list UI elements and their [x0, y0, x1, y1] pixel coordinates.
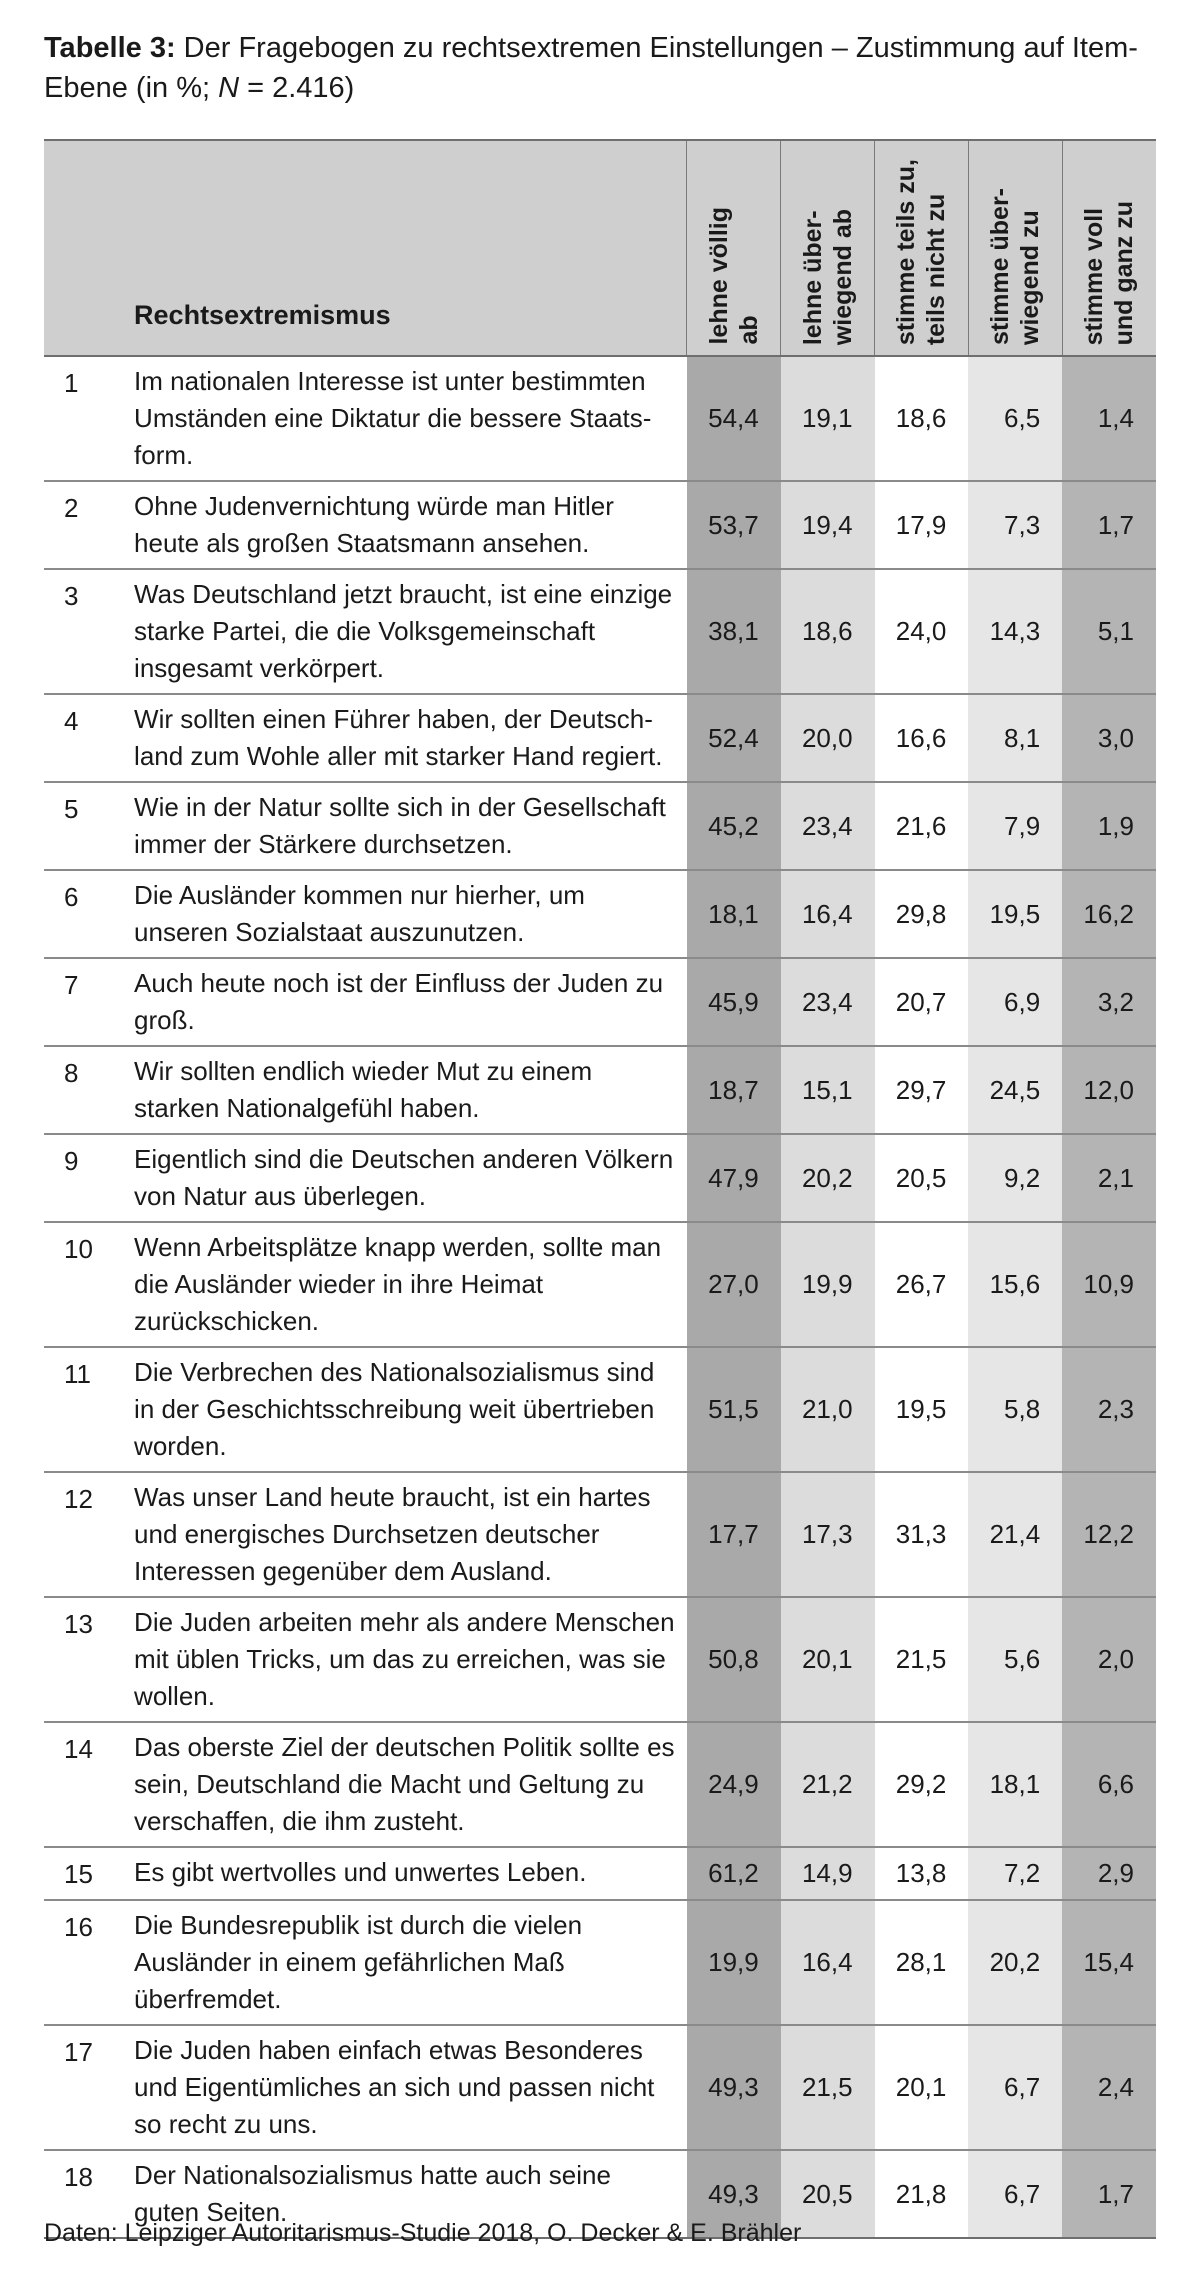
value-cell: 18,7: [687, 1046, 781, 1134]
item-number: 10: [44, 1222, 134, 1347]
table-row: [44, 694, 1156, 782]
item-statement: Die Verbrechen des Nationalsozialismus sind in der Geschichtsschreibung weit übertrieben worden.: [134, 1347, 687, 1472]
value-cell: 24,0: [875, 569, 969, 694]
value-cell: 18,1: [968, 1722, 1062, 1847]
value-cell: 29,2: [875, 1722, 969, 1847]
value-cell: 13,8: [875, 1847, 969, 1900]
value-cell: 20,5: [875, 1134, 969, 1222]
value-cell: 15,6: [968, 1222, 1062, 1347]
item-number: 12: [44, 1472, 134, 1597]
value-cell: 20,0: [781, 694, 875, 782]
item-number: 4: [44, 694, 134, 782]
table-row: [44, 1046, 1156, 1134]
value-cell: 8,1: [968, 694, 1062, 782]
item-statement: Das oberste Ziel der deutschen Politik sollte es sein, Deutschland die Macht und Geltung zu verschaffen, die ihm zusteht.: [134, 1722, 687, 1847]
value-cell: 20,1: [875, 2025, 969, 2150]
item-statement: Es gibt wertvolles und unwertes Leben.: [134, 1847, 687, 1900]
item-statement: Die Juden arbeiten mehr als andere Menschen mit üblen Tricks, um das zu erreichen, was sie wollen.: [134, 1597, 687, 1722]
value-cell: 20,2: [781, 1134, 875, 1222]
value-cell: 29,8: [875, 870, 969, 958]
column-header: [968, 140, 1062, 356]
value-cell: 24,9: [687, 1722, 781, 1847]
value-cell: 17,9: [875, 481, 969, 569]
value-cell: 1,7: [1062, 2150, 1156, 2238]
table-header-row: [44, 140, 1156, 356]
value-cell: 45,2: [687, 782, 781, 870]
value-cell: 15,4: [1062, 1900, 1156, 2025]
column-header-label: stimme teils zu, teils nicht zu: [892, 158, 951, 345]
table-row: [44, 1347, 1156, 1472]
item-statement: Wir sollten endlich wieder Mut zu einem starken Nationalgefühl haben.: [134, 1046, 687, 1134]
value-cell: 27,0: [687, 1222, 781, 1347]
item-statement: Die Ausländer kommen nur hierher, um unseren Sozialstaat auszunutzen.: [134, 870, 687, 958]
value-cell: 45,9: [687, 958, 781, 1046]
value-cell: 18,1: [687, 870, 781, 958]
value-cell: 7,3: [968, 481, 1062, 569]
value-cell: 31,3: [875, 1472, 969, 1597]
value-cell: 6,5: [968, 356, 1062, 481]
table-row: [44, 569, 1156, 694]
column-header: [687, 140, 781, 356]
item-number: 3: [44, 569, 134, 694]
value-cell: 24,5: [968, 1046, 1062, 1134]
item-number: 5: [44, 782, 134, 870]
value-cell: 2,3: [1062, 1347, 1156, 1472]
column-header-label: stimme über- wiegend zu: [986, 188, 1045, 345]
value-cell: 49,3: [687, 2150, 781, 2238]
value-cell: 3,2: [1062, 958, 1156, 1046]
value-cell: 12,0: [1062, 1046, 1156, 1134]
caption-n-symbol: N: [218, 72, 240, 104]
value-cell: 16,6: [875, 694, 969, 782]
table-row: [44, 2025, 1156, 2150]
value-cell: 50,8: [687, 1597, 781, 1722]
item-number: 15: [44, 1847, 134, 1900]
table-row: [44, 1847, 1156, 1900]
value-cell: 14,9: [781, 1847, 875, 1900]
value-cell: 20,2: [968, 1900, 1062, 2025]
value-cell: 21,6: [875, 782, 969, 870]
table-row: [44, 1900, 1156, 2025]
source-note: Daten: Leipziger Autoritarismus-Studie 2018, O. Decker & E. Brähler: [44, 2219, 802, 2247]
value-cell: 51,5: [687, 1347, 781, 1472]
caption-text: Der Fragebogen zu rechtsextremen Einstellungen – Zustimmung auf Item-Ebene (in %;: [44, 32, 1138, 104]
value-cell: 15,1: [781, 1046, 875, 1134]
column-header: [875, 140, 969, 356]
value-cell: 1,7: [1062, 481, 1156, 569]
item-number: 13: [44, 1597, 134, 1722]
table-row: [44, 870, 1156, 958]
value-cell: 2,4: [1062, 2025, 1156, 2150]
item-number: 17: [44, 2025, 134, 2150]
row-header-label: Rechtsextremismus: [134, 140, 687, 356]
item-statement: Was unser Land heute braucht, ist ein hartes und energisches Durchsetzen deutscher Interessen gegenüber dem Ausland.: [134, 1472, 687, 1597]
value-cell: 23,4: [781, 782, 875, 870]
value-cell: 21,5: [875, 1597, 969, 1722]
value-cell: 21,8: [875, 2150, 969, 2238]
item-number: 7: [44, 958, 134, 1046]
value-cell: 21,5: [781, 2025, 875, 2150]
value-cell: 19,9: [781, 1222, 875, 1347]
value-cell: 53,7: [687, 481, 781, 569]
value-cell: 16,2: [1062, 870, 1156, 958]
value-cell: 16,4: [781, 1900, 875, 2025]
item-statement: Wenn Arbeitsplätze knapp werden, sollte man die Ausländer wieder in ihre Heimat zurückschicken.: [134, 1222, 687, 1347]
value-cell: 7,2: [968, 1847, 1062, 1900]
value-cell: 5,1: [1062, 569, 1156, 694]
value-cell: 18,6: [875, 356, 969, 481]
item-statement: Was Deutschland jetzt braucht, ist eine einzige starke Partei, die die Volksgemeinschaft insgesamt verkörpert.: [134, 569, 687, 694]
value-cell: 49,3: [687, 2025, 781, 2150]
table-row: [44, 356, 1156, 481]
value-cell: 7,9: [968, 782, 1062, 870]
value-cell: 5,6: [968, 1597, 1062, 1722]
value-cell: 29,7: [875, 1046, 969, 1134]
value-cell: 19,1: [781, 356, 875, 481]
table-row: [44, 1722, 1156, 1847]
value-cell: 9,2: [968, 1134, 1062, 1222]
caption-label: Tabelle 3:: [44, 32, 176, 64]
value-cell: 21,0: [781, 1347, 875, 1472]
column-header-label: lehne über- wiegend ab: [798, 208, 857, 345]
value-cell: 17,7: [687, 1472, 781, 1597]
value-cell: 19,5: [968, 870, 1062, 958]
value-cell: 17,3: [781, 1472, 875, 1597]
item-statement: Auch heute noch ist der Einfluss der Juden zu groß.: [134, 958, 687, 1046]
value-cell: 21,2: [781, 1722, 875, 1847]
column-header-label: lehne völlig ab: [704, 207, 763, 345]
value-cell: 6,9: [968, 958, 1062, 1046]
value-cell: 6,7: [968, 2150, 1062, 2238]
value-cell: 1,4: [1062, 356, 1156, 481]
value-cell: 6,6: [1062, 1722, 1156, 1847]
survey-table: [44, 139, 1156, 2239]
table-row: [44, 1472, 1156, 1597]
table-row: [44, 481, 1156, 569]
item-number: 1: [44, 356, 134, 481]
column-header: [1062, 140, 1156, 356]
value-cell: 2,9: [1062, 1847, 1156, 1900]
item-number: 2: [44, 481, 134, 569]
item-number: 18: [44, 2150, 134, 2238]
item-statement: Ohne Judenvernichtung würde man Hitler heute als großen Staatsmann ansehen.: [134, 481, 687, 569]
item-number: 9: [44, 1134, 134, 1222]
value-cell: 19,4: [781, 481, 875, 569]
value-cell: 20,1: [781, 1597, 875, 1722]
value-cell: 19,9: [687, 1900, 781, 2025]
item-number: 8: [44, 1046, 134, 1134]
item-number: 14: [44, 1722, 134, 1847]
value-cell: 38,1: [687, 569, 781, 694]
value-cell: 21,4: [968, 1472, 1062, 1597]
value-cell: 1,9: [1062, 782, 1156, 870]
table-row: [44, 782, 1156, 870]
value-cell: 10,9: [1062, 1222, 1156, 1347]
value-cell: 3,0: [1062, 694, 1156, 782]
table-row: [44, 1222, 1156, 1347]
table-row: [44, 958, 1156, 1046]
value-cell: 26,7: [875, 1222, 969, 1347]
column-header: [781, 140, 875, 356]
item-statement: Die Juden haben einfach etwas Besonderes und Eigentümliches an sich und passen nicht so recht zu uns.: [134, 2025, 687, 2150]
value-cell: 28,1: [875, 1900, 969, 2025]
value-cell: 14,3: [968, 569, 1062, 694]
value-cell: 6,7: [968, 2025, 1062, 2150]
item-statement: Der Nationalsozialismus hatte auch seine guten Seiten.: [134, 2150, 687, 2238]
value-cell: 23,4: [781, 958, 875, 1046]
table-row: [44, 1597, 1156, 1722]
item-statement: Wir sollten einen Führer haben, der Deutschland zum Wohle aller mit starker Hand regiert.: [134, 694, 687, 782]
value-cell: 19,5: [875, 1347, 969, 1472]
value-cell: 61,2: [687, 1847, 781, 1900]
value-cell: 5,8: [968, 1347, 1062, 1472]
item-number: 16: [44, 1900, 134, 2025]
value-cell: 20,7: [875, 958, 969, 1046]
value-cell: 18,6: [781, 569, 875, 694]
value-cell: 54,4: [687, 356, 781, 481]
value-cell: 12,2: [1062, 1472, 1156, 1597]
item-statement: Eigentlich sind die Deutschen anderen Völkern von Natur aus überlegen.: [134, 1134, 687, 1222]
item-number: 6: [44, 870, 134, 958]
table-row: [44, 1134, 1156, 1222]
table-caption: [44, 28, 1164, 108]
item-statement: Im nationalen Interesse ist unter bestimmten Umständen eine Diktatur die bessere Staatsform.: [134, 356, 687, 481]
value-cell: 2,0: [1062, 1597, 1156, 1722]
item-statement: Wie in der Natur sollte sich in der Gesellschaft immer der Stärkere durchsetzen.: [134, 782, 687, 870]
value-cell: 47,9: [687, 1134, 781, 1222]
value-cell: 52,4: [687, 694, 781, 782]
value-cell: 20,5: [781, 2150, 875, 2238]
item-number: 11: [44, 1347, 134, 1472]
value-cell: 16,4: [781, 870, 875, 958]
item-statement: Die Bundesrepublik ist durch die vielen Ausländer in einem gefährlichen Maß überfremdet.: [134, 1900, 687, 2025]
table-body: [44, 356, 1156, 2238]
caption-n-value: = 2.416): [239, 72, 355, 104]
column-header-label: stimme voll und ganz zu: [1080, 200, 1139, 345]
header-number-cell: [44, 140, 134, 356]
value-cell: 2,1: [1062, 1134, 1156, 1222]
